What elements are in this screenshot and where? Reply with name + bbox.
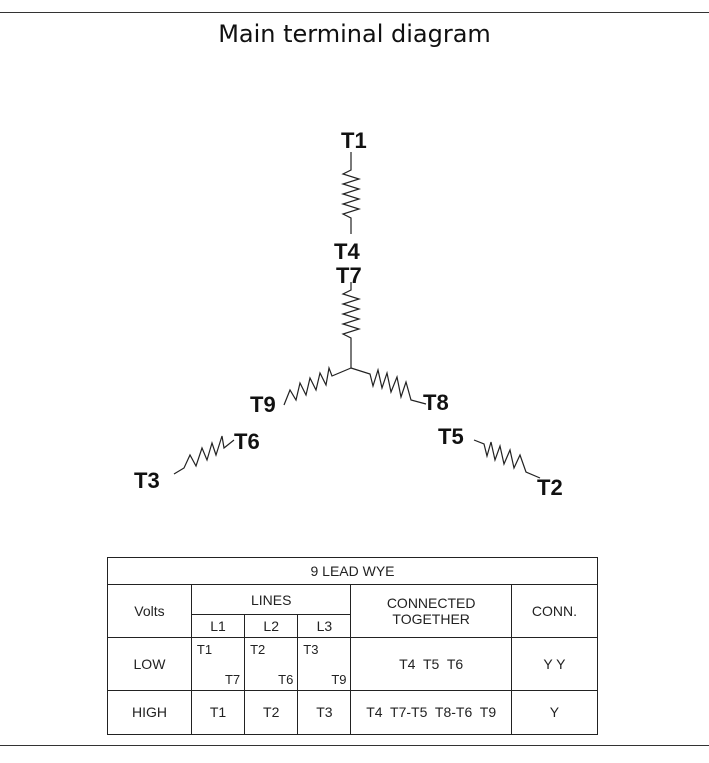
coil-t5-t2 [474, 440, 540, 478]
terminal-label-t7: T7 [336, 263, 362, 288]
header-l3: L3 [298, 614, 351, 637]
cell-l2-high: T2 [245, 690, 298, 734]
cell-l1-low-top: T1 [196, 642, 213, 658]
cell-l2-low-top: T2 [250, 642, 266, 658]
cell-connected-low: T4 T5 T6 [351, 638, 511, 691]
cell-l3-high: T3 [298, 690, 351, 734]
header-volts: Volts [108, 585, 192, 638]
cell-conn-low: Y Y [511, 638, 597, 691]
terminal-label-t6: T6 [234, 429, 260, 454]
terminal-label-t8: T8 [423, 390, 449, 415]
header-connected-together: CONNECTED TOGETHER [351, 585, 511, 638]
table-row [108, 690, 598, 734]
cell-l3-low-top: T3 [303, 642, 319, 658]
table-row [108, 638, 598, 691]
header-l2: L2 [245, 614, 298, 637]
terminal-label-t9: T9 [250, 392, 276, 417]
header-l1: L1 [191, 614, 244, 637]
terminal-label-t1: T1 [341, 128, 367, 153]
page-title: Main terminal diagram [218, 20, 491, 48]
coil-center-t9 [284, 368, 351, 405]
cell-l3-low-bottom: T9 [331, 671, 347, 687]
coil-t1-t4 [343, 152, 359, 234]
cell-l1-low [191, 638, 244, 691]
cell-l2-low-bottom: T6 [278, 671, 294, 687]
coil-center-t8 [351, 368, 426, 404]
header-conn: CONN. [511, 585, 597, 638]
terminal-label-t4: T4 [334, 239, 360, 264]
cell-volts-low: LOW [108, 638, 192, 691]
cell-l1-low-bottom: T7 [224, 671, 241, 687]
cell-connected-high: T4 T7-T5 T8-T6 T9 [351, 690, 511, 734]
cell-volts-high: HIGH [108, 690, 192, 734]
table-caption: 9 LEAD WYE [108, 558, 598, 585]
terminal-label-t2: T2 [537, 475, 563, 500]
terminal-label-t3: T3 [134, 468, 160, 493]
cell-l2-low [245, 638, 298, 691]
coil-t7-center [343, 282, 359, 368]
cell-conn-high: Y [511, 690, 597, 734]
cell-l3-low [298, 638, 351, 691]
header-lines: LINES [191, 585, 351, 615]
cell-l1-high: T1 [191, 690, 244, 734]
coil-t6-t3 [174, 436, 234, 474]
terminal-label-t5: T5 [438, 424, 464, 449]
wye-connection-table [107, 557, 598, 735]
